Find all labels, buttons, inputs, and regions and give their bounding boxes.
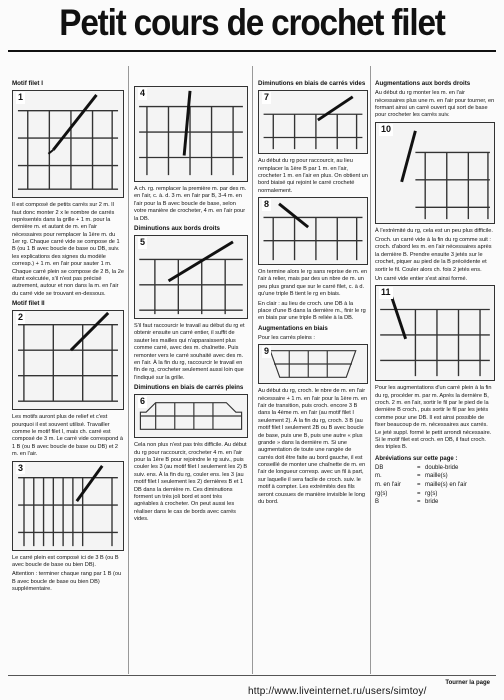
paragraph: Croch. un carré vide à la fin du rg comme suit : croch. d'abord les m. en l'air nécessaires après la dernière B. Prendre ensuite 3 jetés sur le crochet, piquer au pied de la B précédente et sortir le fil. Couler alors ch. fois 2 jetés ens. [375, 237, 492, 273]
column-4 [375, 78, 495, 507]
abbr-key: m. [375, 473, 382, 480]
figure-5 [134, 235, 248, 319]
figure-8 [258, 197, 368, 265]
abbr-key: B [375, 499, 380, 506]
paragraph: Attention : terminer chaque rang par 1 B (ou B avec boucle de base ou bien DB) supplémentaire. [12, 571, 122, 592]
mesh-diagram [259, 91, 367, 153]
figure-number: 9 [264, 346, 270, 357]
chart-diagram [259, 345, 367, 383]
abbr-key: m. en l'air [375, 481, 401, 488]
paragraph: Cela non plus n'est pas très difficile. Au début du rg pour raccourcir, crocheter 4 m. en l'air pour la 1ère B pour rejoindre le rg suiv., puis couler les 3 (au motif filet I seulement les 2) B suiv. ens. À la fin du rg, couler ens. les 3 (au motif filet I seulement les 2) dernières B et 1 DB dans la dernière m. Ces diminutions forment un très joli bord et sont très agréables à crocheter. On peut aussi les réaliser dans le cas de bords avec carrés vides. [134, 442, 248, 522]
paragraph: Au début du rg pour raccourcir, au lieu remplacer la 1ère B par 1 m. en l'air, crocheter 1 m. en l'air en plus. On obtient un bord biaisé qui rejoint le carré crocheté normalement. [258, 158, 368, 194]
mesh-diagram [13, 311, 123, 409]
paragraph: Il est composé de petits carrés sur 2 m. Il faut donc monter 2 x le nombre de carrés représentés dans la grille + 1 m. pour la dernière m. et autant de m. en l'air nécessaires pour remplacer la 1ère m. du 1er rg. Chaque carré vide se compose de 1 B (ou 1 B avec boucle de base ou DB, suiv. les explications des signes du modèle corresp.) + 1 m. en l'air pour sauter 1 m. Chaque carré plein se compose de 2 B, la 2e étant exécutée, s'il n'est pas précisé autrement, autour et non dans la m. en l'air du carré vide se trouvant en-dessous. [12, 202, 124, 297]
figure-number: 3 [18, 462, 24, 473]
mesh-diagram [376, 123, 494, 223]
column-divider [252, 66, 253, 674]
paragraph: Pour les carrés pleins : [258, 334, 315, 341]
figure-10 [375, 122, 495, 224]
page-title: Petit cours de crochet filet [59, 2, 445, 43]
abbr-value: bride [425, 499, 439, 506]
column-divider [370, 66, 371, 674]
footer-url[interactable]: http://www.liveinternet.ru/users/simtoy/ [248, 686, 427, 697]
abbr-value: maille(s) en l'air [425, 481, 467, 488]
mesh-diagram [376, 286, 494, 380]
figure-4 [134, 86, 248, 182]
paragraph: Un carré vide entier s'est ainsi formé. [375, 275, 468, 282]
column-3 [258, 78, 368, 508]
paragraph: Au début du rg, croch. le nbre de m. en l'air nécessaire + 1 m. en l'air pour la 1ère m. en l'air de transition, puis croch. encore 3 B dans la 4ème m. en l'air (au motif filet I seulement 2). À la fin du rg, croch. 3 B (au motif filet I seulement 2B ou B avec boucle de base, puis une B, puis une autre « plus grande » dans la dernière m. Si une augmentation de toute une rangée de carrés doit être faite au bord gauche, il est conseillé de monter une chaînette de m. en l'air de longueur corresp. avec un fil à part, sur laquelle il sera facile de croch. suiv. le motif à compter. Les extrémités des fils seront cousues de manière invisible le long du bord. [258, 388, 368, 505]
figure-9 [258, 344, 368, 384]
figure-number: 10 [381, 123, 392, 134]
paragraph: À l'extrémité du rg, cela est un peu plus difficile. [375, 227, 493, 234]
paragraph: S'il faut raccourcir le travail au début du rg et obtenir ensuite un carré entier, il suffit de sauter les mailles qui n'apparaissent plus comme carré, avec des m. chaînette. Puis remonter vers le carré souhaité avec des m. en l'air. À la fin du rg, raccourcir le travail en fin de rg, crocheter seulement aussi loin que l'indiqué sur la grille. [134, 323, 245, 381]
figure-number: 4 [140, 88, 146, 98]
figure-6 [134, 394, 248, 438]
abbreviations-title: Abréviations sur cette page : [375, 455, 458, 462]
heading-diminutions-bords-droits: Diminutions aux bords droits [134, 224, 220, 232]
title-rule [8, 50, 496, 52]
chart-diagram [135, 395, 247, 437]
footer-rule [8, 675, 496, 676]
turn-page-label: Tourner la page [445, 680, 490, 686]
figure-number: 8 [264, 199, 270, 210]
column-1 [12, 78, 124, 595]
paragraph: Les motifs auront plus de relief et c'est pourquoi il est souvent utilisé. Travailler comme le motif filet I, mais ch. carré est composé de 3 m. Le carré vide correspond à 1 B (ou B avec boucle de base ou DB) et 2 m. en l'air. [12, 414, 124, 458]
figure-number: 6 [140, 396, 146, 407]
paragraph: Le carré plein est composé ici de 3 B (ou B avec boucle de base ou bien DB). [12, 554, 119, 568]
abbr-key: rg(s) [375, 490, 388, 497]
figure-3 [12, 461, 124, 551]
mesh-diagram [135, 236, 247, 318]
paragraph: Pour les augmentations d'un carré plein à la fin du rg, procéder m. par m. Après la dernière B, croch. 2 m. en l'air, sortir le fil par le pied de la dernière B croch., puis sortir le fil par les jetés comme pour une DB. Il est ainsi possible de fixer beaucoup de m. nécessaires aux carrés. Le jeté suppl. formé le petit arrondi nécessaire. Si le motif filet est croch. en DB, il faut croch. des triples B. [375, 385, 492, 451]
heading-augmentations-biais: Augmentations en biais [258, 324, 328, 332]
figure-number: 2 [18, 312, 24, 323]
heading-diminutions-biais-vides: Diminutions en biais de carrés vides [258, 80, 366, 87]
abbr-key: DB [375, 464, 384, 471]
paragraph: A ch. rg. remplacer la première m. par des m. en l'air, c. à. d. 3 m. en l'air par B, 3-4 m. en l'air pour la B avec boucle de base, selon votre manière de crocheter, 4 m. en l'air pour la DB. [134, 186, 247, 222]
column-divider [128, 66, 129, 674]
figure-number: 7 [264, 92, 270, 103]
mesh-diagram [13, 91, 123, 197]
abbr-value: maille(s) [425, 473, 448, 480]
figure-number: 5 [140, 237, 146, 248]
paragraph: Au début du rg monter les m. en l'air nécessaires plus une m. en l'air pour tourner, en formant ainsi un carré ouvert qui sort de base pour crocheter les carrés suiv. [375, 90, 495, 119]
figure-1 [12, 90, 124, 198]
abbreviations-list: DB = double-bride m. = maille(s) m. en l'air = maille(s) en l'air rg(s) = rg(s) B = bride [375, 464, 495, 507]
column-2 [134, 78, 248, 525]
paragraph: On termine alors le rg sans reprise de m. en l'air à relier, mais par des un nbre de m. un peu plus grand que sur le carré filet, c. à d. qu'une triple B tient le rg en biais. [258, 269, 368, 298]
heading-motif-filet-2: Motif filet II [12, 300, 45, 308]
heading-diminutions-biais-pleins: Diminutions en biais de carrés pleins [134, 384, 244, 392]
figure-number: 11 [381, 287, 391, 298]
figure-11 [375, 285, 495, 381]
heading-motif-filet-1: Motif filet I [12, 80, 43, 87]
figure-number: 1 [18, 92, 24, 103]
mesh-diagram [13, 462, 123, 550]
figure-2 [12, 310, 124, 410]
abbr-value: double-bride [425, 464, 459, 471]
mesh-diagram [135, 87, 247, 181]
abbr-value: rg(s) [425, 490, 438, 497]
heading-augmentations-bords-droits: Augmentations aux bords droits [375, 80, 471, 87]
mesh-diagram [259, 198, 367, 264]
paragraph: En clair : au lieu de croch. une DB à la place d'une B dans la dernière m., finir le rg en biais par une triple B reliée à la DB. [258, 300, 366, 322]
figure-7 [258, 90, 368, 154]
